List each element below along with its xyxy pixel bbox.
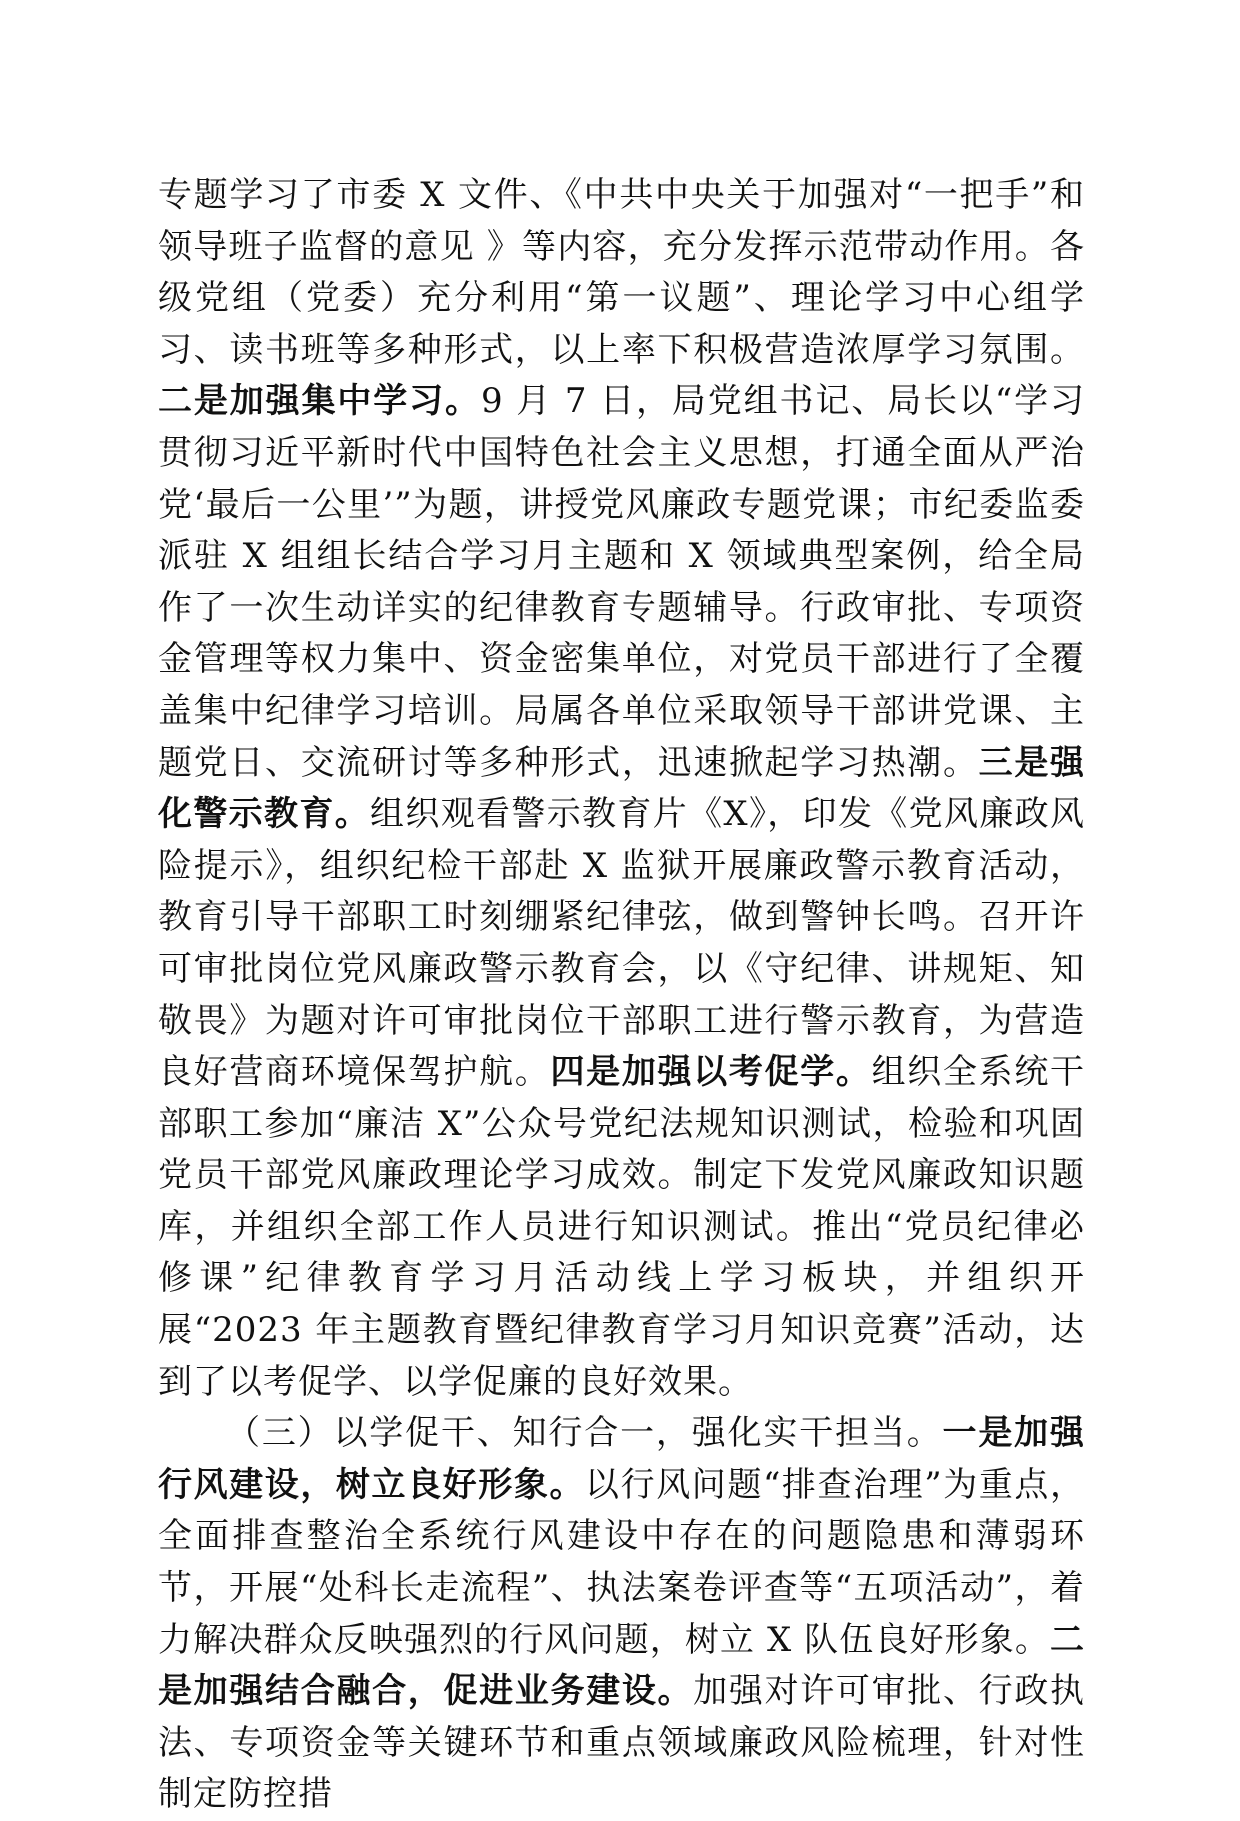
section-paragraph <box>158 1408 1085 1821</box>
paragraph-text: 组织观看警示教育片《X》，印发《党风廉政风险提示》，组织纪检干部赴 X 监狱开展廉政警示教育活动，教育引导干部职工时刻绷紧纪律弦，做到警钟长鸣。召开许可审批岗位党风廉政警示教育会，以《守纪律、讲规矩、知敬畏》为题对许可审批岗位干部职工进行警示教育，为营造良好营商环境保驾护航。 <box>158 794 1085 1093</box>
paragraph-text: 以行风问题“排查治理”为重点，全面排查整治全系统行风建设中存在的问题隐患和薄弱环节，开展“处科长走流程”、执法案卷评查等“五项活动”，着力解决群众反映强烈的行风问题，树立 X 队伍良好形象。 <box>158 1464 1085 1660</box>
bold-heading-2: 二是加强集中学习。 <box>158 381 481 422</box>
body-paragraph <box>158 170 1085 1408</box>
document-page <box>158 170 1085 1821</box>
bold-heading-3: 三是强化警示教育。 <box>158 742 1086 835</box>
bold-heading-4: 四是加强以考促学。 <box>550 1052 872 1093</box>
bold-heading-2: 二是加强结合融合，促进业务建设。 <box>158 1619 1085 1712</box>
paragraph-text: 组织全系统干部职工参加“廉洁 X”公众号党纪法规知识测试，检验和巩固党员干部党风廉政理论学习成效。制定下发党风廉政知识题库，并组织全部工作人员进行知识测试。推出“党员纪律必修课”纪律教育学习月活动线上学习板块，并组织开展“2023 年主题教育暨纪律教育学习月知识竞赛”活动，达到了以考促学、以学促廉的良好效果。 <box>158 1052 1086 1402</box>
paragraph-text: 专题学习了市委 X 文件、《中共中央关于加强对“一把手”和领导班子监督的意见 》等内容，充分发挥示范带动作用。各级党组（党委）充分利用“第一议题”、理论学习中心组学习、读书班等多种形式，以上率下积极营造浓厚学习氛围。 <box>158 175 1085 370</box>
paragraph-text: 9 月 7 日，局党组书记、局长以“学习贯彻习近平新时代中国特色社会主义思想，打通全面从严治党‘最后一公里’”为题，讲授党风廉政专题党课；市纪委监委派驻 X 组组长结合学习月主题和 X 领域典型案例，给全局作了一次生动详实的纪律教育专题辅导。行政审批、专项资金管理等权力集中、资金密集单位，对党员干部进行了全覆盖集中纪律学习培训。局属各单位采取领导干部讲党课、主题党日、交流研讨等多种形式，迅速掀起学习热潮。 <box>158 381 1085 783</box>
paragraph-text: 加强对许可审批、行政执法、专项资金等关键环节和重点领域廉政风险梳理，针对性制定防控措 <box>158 1671 1086 1815</box>
bold-heading-1: 一是加强行风建设，树立良好形象。 <box>158 1413 1086 1505</box>
section-heading: （三）以学促干、知行合一，强化实干担当。 <box>226 1413 943 1454</box>
